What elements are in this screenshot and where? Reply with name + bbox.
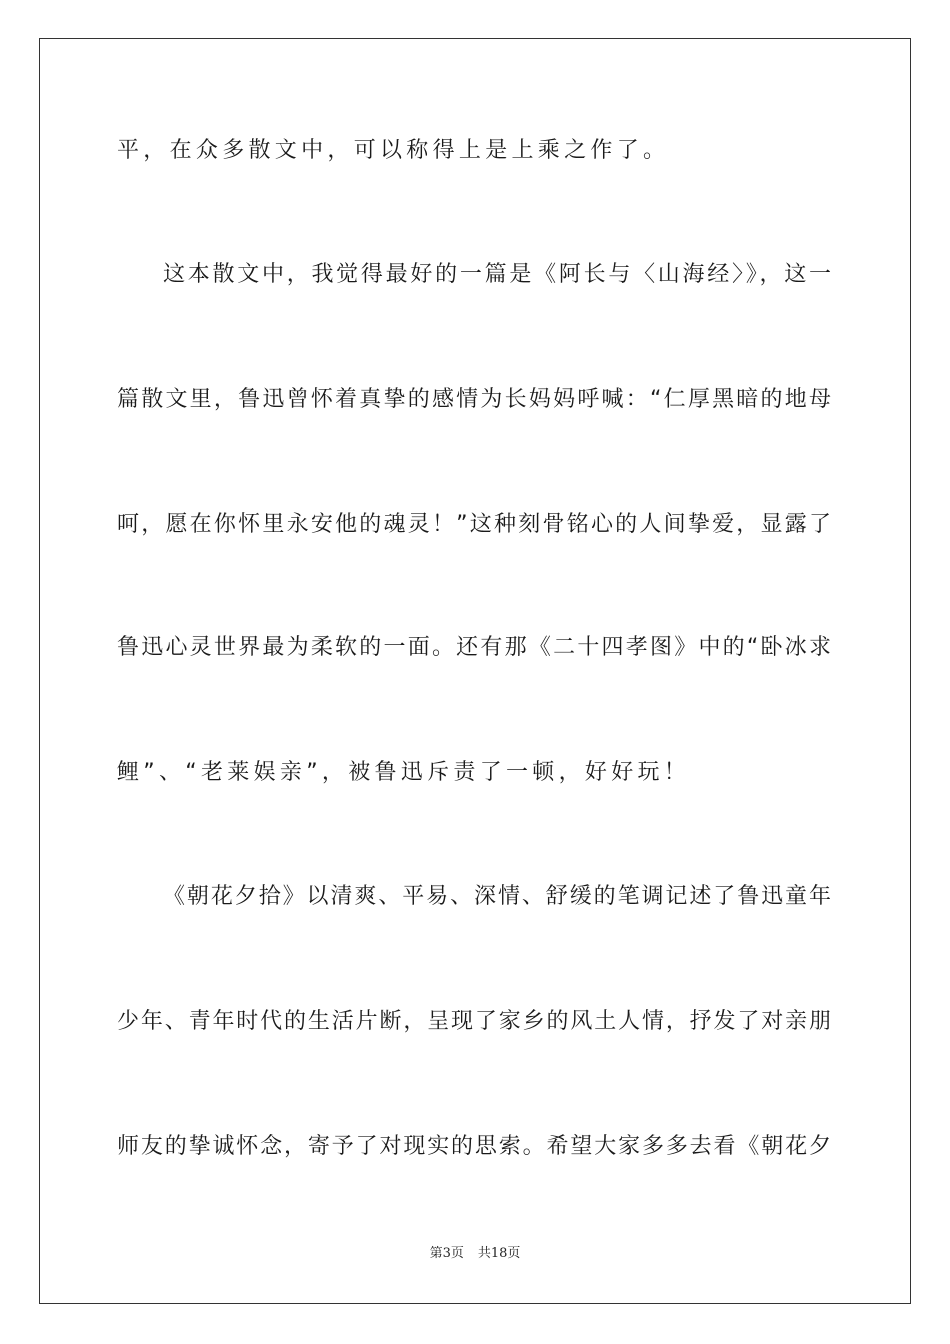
- paragraph-line: 这本散文中，我觉得最好的一篇是《阿长与〈山海经〉》，这一: [163, 262, 831, 287]
- paragraph-line: 平，在众多散文中，可以称得上是上乘之作了。: [117, 138, 670, 163]
- paragraph-line: 呵，愿在你怀里永安他的魂灵！”这种刻骨铭心的人间挚爱，显露了: [117, 512, 831, 537]
- page-footer: [0, 1244, 950, 1264]
- page-number: 第3页: [429, 1246, 464, 1261]
- paragraph-line: 鲤”、“老莱娱亲”，被鲁迅斥责了一顿，好好玩！: [117, 760, 691, 785]
- paragraph-line: 《朝花夕拾》以清爽、平易、深情、舒缓的笔调记述了鲁迅童年: [163, 884, 831, 909]
- paragraph-line: 鲁迅心灵世界最为柔软的一面。还有那《二十四孝图》中的“卧冰求: [117, 635, 831, 660]
- total-pages: 共18页: [477, 1246, 521, 1261]
- page-border: [39, 38, 911, 1304]
- paragraph-line: 篇散文里，鲁迅曾怀着真挚的感情为长妈妈呼喊：“仁厚黑暗的地母: [117, 387, 831, 412]
- paragraph-line: 师友的挚诚怀念，寄予了对现实的思索。希望大家多多去看《朝花夕: [117, 1134, 831, 1159]
- paragraph-line: 少年、青年时代的生活片断，呈现了家乡的风土人情，抒发了对亲朋: [117, 1009, 831, 1034]
